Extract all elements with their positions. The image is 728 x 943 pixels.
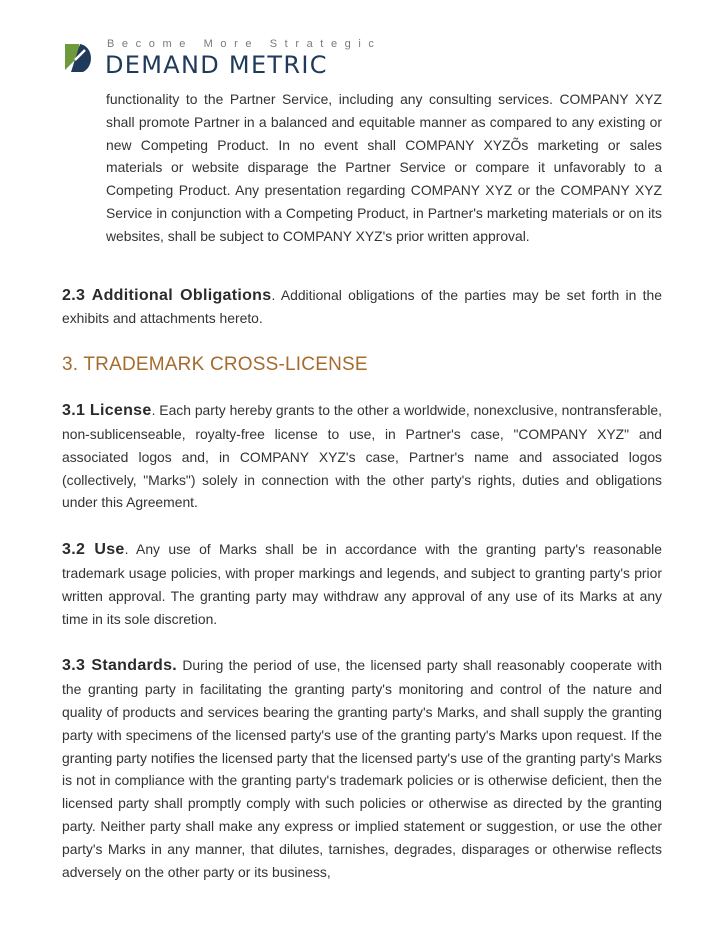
section-3-3-text: During the period of use, the licensed party shall reasonably cooperate with the granting party in facilitating the granting party's monitoring and control of the nature and quality of products and services bearing the granting party's Marks, and shall supply the granting party with specimens of the licensed party's use of the granting party's Marks upon request. If the granting party notifies the licensed party that the licensed party's use of the granting party's Marks is not in compliance with the granting party's trademark policies or is otherwise deficient, then the licensed party shall promptly comply with such policies or otherwise as directed by the granting party. Neither party shall make any express or implied statement or suggestion, or use the other party's Marks in any manner, that dilutes, tarnishes, degrades, disparages or otherwise reflects adversely on the other party or its business, [62,657,663,880]
section-3-3 [62,654,662,883]
document-body [62,88,662,883]
section-2-3 [62,284,662,331]
section-3-1-text: . Each party hereby grants to the other a worldwide, nonexclusive, nontransferable, non-sublicenseable, royalty-free license to use, in Partner's case, "COMPANY XYZ" and associated logos and, in COMPANY XYZ's case, Partner's name and associated logos (collectively, "Marks") solely in connection with the other party's rights, duties and obligations under this Agreement. [62,402,662,511]
section-3-1-heading: 3.1 License [62,402,152,420]
section-3-3-heading: 3.3 Standards. [62,657,178,675]
logo-mark-icon [63,40,97,74]
section-2-3-heading: 2.3 Additional Obligations [62,286,272,304]
section-3-2 [62,538,662,630]
section-3-title: 3. TRADEMARK CROSS-LICENSE [62,354,368,376]
section-3-2-text: . Any use of Marks shall be in accordance with the granting party's reasonable trademark usage policies, with proper markings and legends, and subject to granting party's prior written approval. The granting party may withdraw any approval of any use of its Marks at any time in its sole discretion. [62,541,662,627]
section-3-1 [62,399,662,514]
demand-metric-logo [63,38,382,79]
logo-brand-name: DEMAND METRIC [105,51,328,79]
section-3-2-heading: 3.2 Use [62,541,125,559]
section-2-3-text: . Additional obligations of the parties may be set forth in the exhibits and attachments hereto. [62,286,662,327]
logo-tagline: Become More Strategic [107,38,382,50]
continued-paragraph: functionality to the Partner Service, including any consulting services. COMPANY XYZ shall promote Partner in a balanced and equitable manner as compared to any existing or new Competing Product. In no event shall COMPANY XYZÕs marketing or sales materials or website disparage the Partner Service or compare it unfavorably to a Competing Product. Any presentation regarding COMPANY XYZ or the COMPANY XYZ Service in conjunction with a Competing Product, in Partner's marketing materials or on its websites, shall be subject to COMPANY XYZ's prior written approval. [106,91,662,244]
